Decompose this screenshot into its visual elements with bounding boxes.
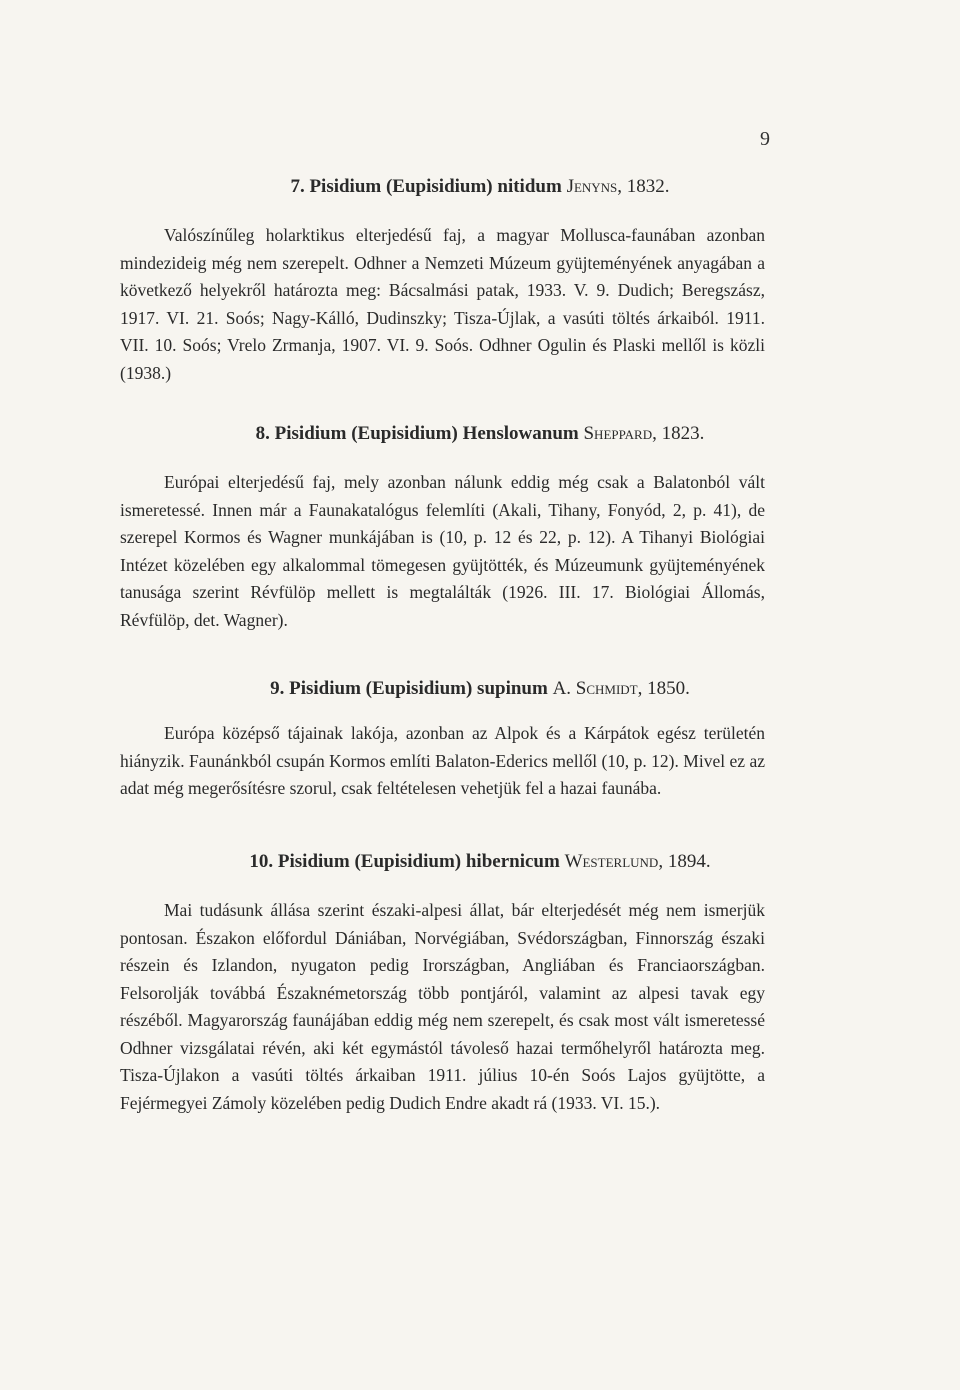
species-year: , 1850. bbox=[637, 678, 690, 699]
section-heading-9 bbox=[0, 678, 960, 700]
species-name: Pisidium (Eupisidium) nitidum bbox=[309, 176, 562, 197]
species-author: Westerlund bbox=[564, 851, 659, 872]
section-paragraph-8: Európai elterjedésű faj, mely azonban nálunk eddig még csak a Balatonból vált ismeretessé. Innen már a Faunakatalógus felemlíti (Akali, Tihany, Fonyód, 2, p. 41), de szerepel Kormos és Wagner munkájában is (10, p. 12 és 22, p. 12). A Tihanyi Biológiai Intézet közelében egy alkalommal tömegesen gyüjtötték, és Múzeumunk gyüjteményének tanusága szerint Révfülöp mellett is megtalálták (1926. III. 17. Biológiai Állomás, Révfülöp, det. Wagner). bbox=[120, 472, 765, 630]
page-number: 9 bbox=[760, 128, 770, 150]
section-heading-7 bbox=[0, 176, 960, 198]
section-number: 10. bbox=[249, 851, 274, 872]
species-author: A. Schmidt bbox=[552, 678, 638, 699]
section-paragraph-7: Valószínűleg holarktikus elterjedésű faj, a magyar Mollusca-faunában azonban mindezideig még nem szerepelt. Odhner a Nemzeti Múzeum gyüjteményének anyagában a következő helyekről határozta meg: Bácsalmási patak, 1933. V. 9. Dudich; Beregszász, 1917. VI. 21. Soós; Nagy-Kálló, Dudinszky; Tisza-Újlak, a vasúti töltés árkaiból. 1911. VII. 10. Soós; Vrelo Zrmanja, 1907. VI. 9. Soós. Odhner Ogulin és Plaski mellől is közli (1938.) bbox=[120, 225, 765, 383]
species-name: Pisidium (Eupisidium) hibernicum bbox=[277, 851, 560, 872]
species-author: Sheppard bbox=[583, 423, 653, 444]
section-number: 7. bbox=[290, 176, 305, 197]
section-number: 8. bbox=[255, 423, 270, 444]
section-number: 9. bbox=[270, 678, 285, 699]
species-name: Pisidium (Eupisidium) supinum bbox=[289, 678, 548, 699]
section-paragraph-9: Európa középső tájainak lakója, azonban az Alpok és a Kárpátok egész területén hiányzik. Faunánkból csupán Kormos említi Balaton-Ederics mellől (10, p. 12). Mivel ez az adat még megerősítésre szorul, csak feltételesen vehetjük fel a hazai faunába. bbox=[120, 723, 765, 798]
species-year: , 1894. bbox=[658, 851, 711, 872]
section-paragraph-10: Mai tudásunk állása szerint északi-alpesi állat, bár elterjedését még nem ismerjük pontosan. Északon előfordul Dániában, Norvégiában, Svédországban, Finnország északi részein és Izlandon, nyugaton pedig Irországban, Angliában és Franciaországban. Felsorolják továbbá Északnémetország több pontjáról, valamint az alpesi tavak egy részéből. Magyarország faunájában eddig még nem szerepelt, és csak most vált ismeretessé Odhner vizsgálatai révén, aki két egymástól távoleső hazai termőhelyről határozta meg. Tisza-Újlakon a vasúti töltés árkaiban 1911. július 10-én Soós Lajos gyüjtötte, a Fejérmegyei Zámoly közelében pedig Dudich Endre akadt rá (1933. VI. 15.). bbox=[120, 900, 765, 1113]
species-year: , 1823. bbox=[652, 423, 705, 444]
section-heading-10 bbox=[0, 851, 960, 873]
species-name: Pisidium (Eupisidium) Henslowanum bbox=[274, 423, 579, 444]
species-author: Jenyns bbox=[566, 176, 618, 197]
section-heading-8 bbox=[0, 423, 960, 445]
species-year: , 1832. bbox=[617, 176, 670, 197]
